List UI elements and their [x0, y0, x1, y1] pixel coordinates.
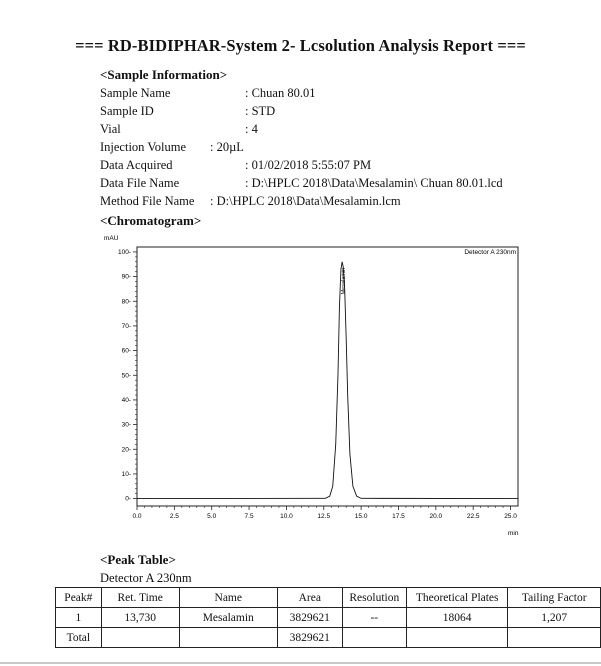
- chromatogram-chart: [100, 232, 530, 542]
- x-tick-label: 0.0: [132, 513, 142, 520]
- injection-volume-value: : 20µL: [210, 140, 244, 154]
- y-axis: [118, 249, 137, 503]
- method-file-name-value: : D:\HPLC 2018\Data\Mesalamin.lcm: [210, 194, 401, 208]
- x-tick-label: 25.0: [504, 513, 517, 520]
- col-resolution-header: Resolution: [342, 588, 406, 608]
- y-axis-label: mAU: [104, 235, 119, 242]
- cell-area: 3829621: [277, 608, 342, 628]
- y-tick-label: 30-: [121, 421, 131, 429]
- detector-label: Detector A 230nm: [100, 571, 192, 585]
- x-tick-label: 7.5: [244, 513, 254, 520]
- series-line: [137, 262, 518, 499]
- report-title: === RD-BIDIPHAR-System 2- Lcsolution Analysis Report ===: [75, 36, 526, 55]
- x-tick-label: 15.0: [354, 513, 368, 520]
- col-tailing-header: Tailing Factor: [508, 588, 601, 608]
- cell-total-plates: [406, 628, 508, 648]
- cell-total-name: [179, 628, 277, 648]
- y-tick-label: 40-: [121, 396, 131, 404]
- sample-id-label: Sample ID: [100, 104, 154, 118]
- x-tick-label: 2.5: [169, 513, 179, 520]
- x-axis: [132, 506, 517, 520]
- x-tick-label: 20.0: [429, 513, 443, 520]
- table-header-row: [56, 588, 601, 608]
- sample-name-value: : Chuan 80.01: [245, 86, 316, 100]
- cell-total-tailing: [508, 628, 601, 648]
- cell-ret-time: 13,730: [101, 608, 179, 628]
- data-file-name-label: Data File Name: [100, 176, 180, 190]
- col-area-header: Area: [277, 588, 342, 608]
- y-tick-label: 80-: [121, 298, 131, 306]
- cell-total-resolution: [342, 628, 406, 648]
- data-acquired-label: Data Acquired: [100, 158, 173, 172]
- cell-plates: 18064: [406, 608, 508, 628]
- cell-name: Mesalamin: [179, 608, 277, 628]
- peak-table: [55, 587, 601, 648]
- sample-id-value: : STD: [245, 104, 276, 118]
- page-bottom-rule: [0, 662, 601, 664]
- table-row: [56, 608, 601, 628]
- y-tick-label: 100-: [117, 248, 131, 256]
- method-file-name-label: Method File Name: [100, 194, 195, 208]
- y-tick-label: 50-: [121, 372, 131, 380]
- y-tick-label: 60-: [121, 347, 131, 355]
- cell-total-ret-time: [101, 628, 179, 648]
- sample-info-heading: <Sample Information>: [100, 67, 228, 82]
- y-tick-label: 70-: [121, 322, 131, 330]
- col-plates-header: Theoretical Plates: [406, 588, 508, 608]
- col-name-header: Name: [179, 588, 277, 608]
- data-acquired-value: : 01/02/2018 5:55:07 PM: [245, 158, 372, 172]
- cell-tailing: 1,207: [508, 608, 601, 628]
- cell-resolution: --: [342, 608, 406, 628]
- vial-label: Vial: [100, 122, 121, 136]
- peak-table-heading: <Peak Table>: [100, 552, 176, 567]
- chromatogram-heading: <Chromatogram>: [100, 213, 202, 228]
- vial-value: : 4: [245, 122, 258, 136]
- col-peak-header: Peak#: [56, 588, 102, 608]
- y-tick-label: 20-: [121, 446, 131, 454]
- x-tick-label: 22.5: [466, 513, 480, 520]
- x-tick-label: 10.0: [280, 513, 293, 520]
- table-total-row: [56, 628, 601, 648]
- y-tick-label: 90-: [121, 273, 131, 281]
- x-tick-label: 5.0: [207, 513, 217, 520]
- sample-name-label: Sample Name: [100, 86, 171, 100]
- data-file-name-value: : D:\HPLC 2018\Data\Mesalamin\ Chuan 80.01.lcd: [245, 176, 503, 190]
- x-axis-label: min: [508, 530, 519, 537]
- x-tick-label: 17.5: [392, 513, 405, 520]
- cell-peak: 1: [56, 608, 102, 628]
- plot-frame: [137, 247, 518, 506]
- chromatogram-svg: [100, 232, 530, 542]
- peak-label: Mesalamin: [341, 267, 348, 295]
- y-tick-label: 0-: [125, 495, 131, 503]
- legend-entry: Detector A 230nm: [464, 249, 516, 256]
- injection-volume-label: Injection Volume: [100, 140, 186, 154]
- y-tick-label: 10-: [121, 470, 131, 478]
- cell-total-area: 3829621: [277, 628, 342, 648]
- x-tick-label: 12.5: [317, 513, 331, 520]
- col-ret-time-header: Ret. Time: [101, 588, 179, 608]
- cell-total-label: Total: [56, 628, 102, 648]
